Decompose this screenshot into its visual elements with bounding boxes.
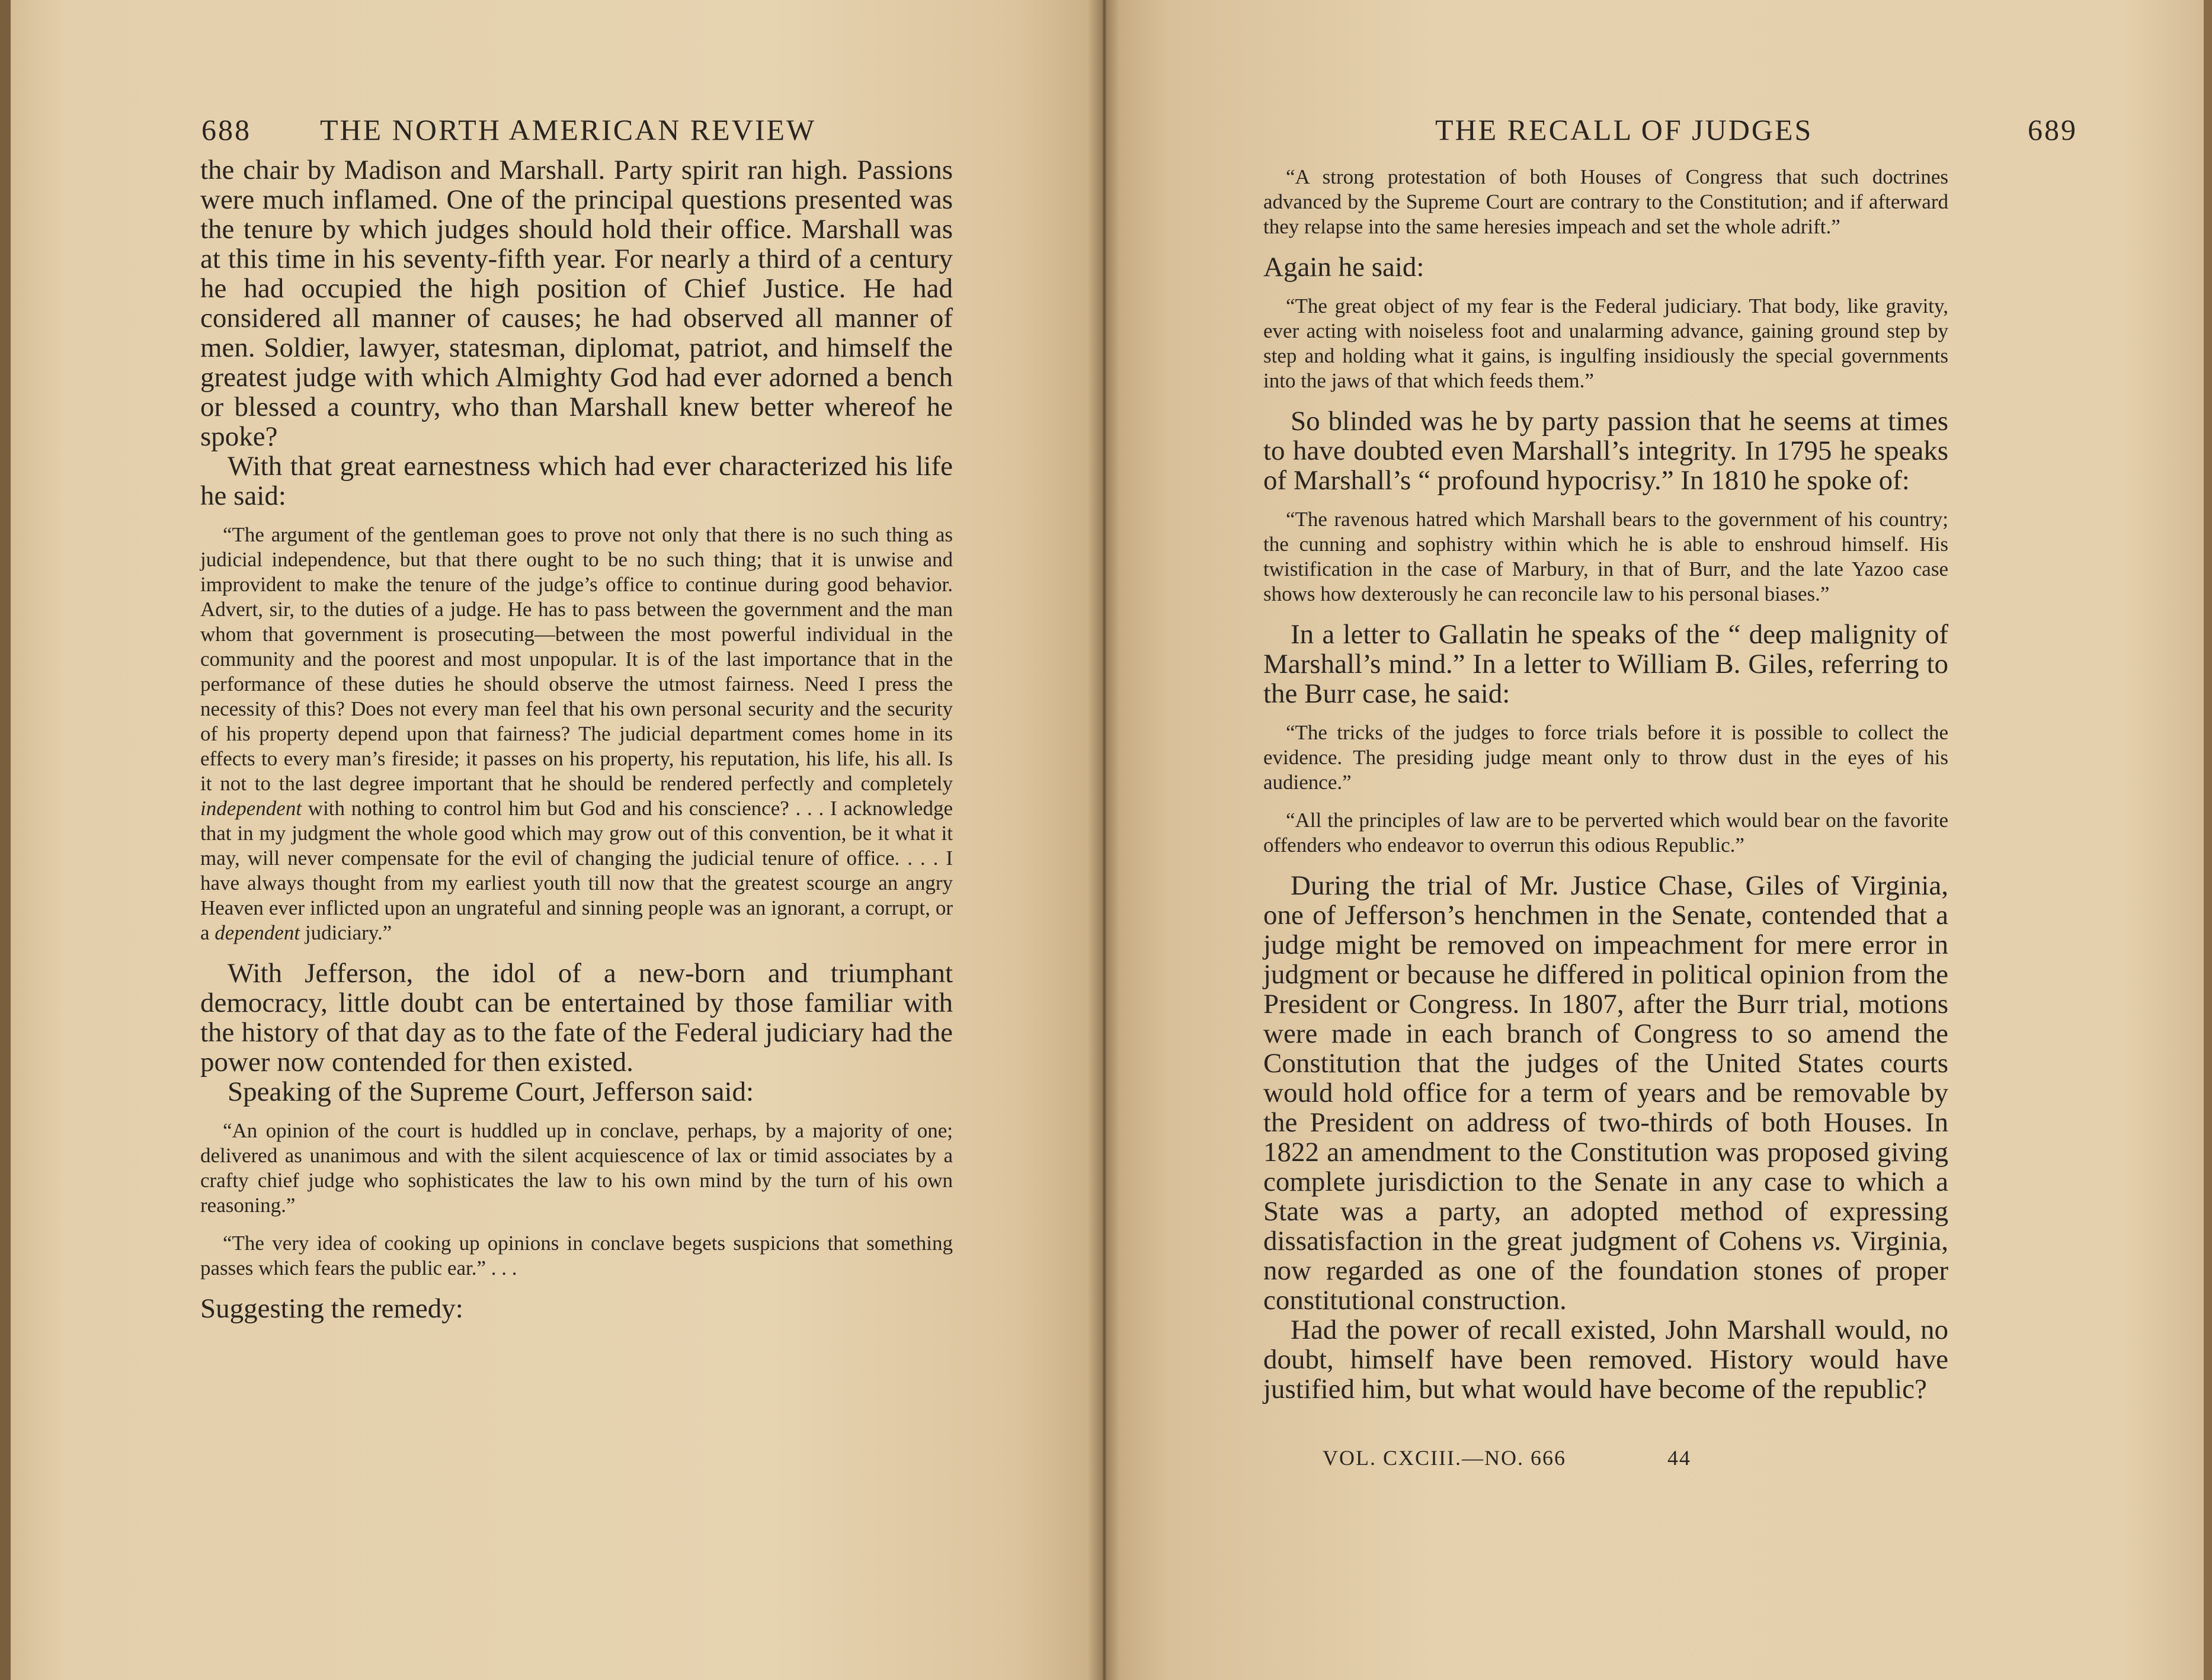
text-run: “The ravenous hatred which Marshall bears to the government of his country; the cunning and sophistry within which he is able to enshroud himself. His twistification in the case of Marbury, in that of Burr, and the late Yazoo case shows how dexterously he can reconcile law to his personal biases.” xyxy=(1263,508,1948,605)
text-run: “The tricks of the judges to force trials before it is possible to collect the evidence. The presiding judge meant only to throw dust in the eyes of his audience.” xyxy=(1263,721,1948,794)
block-quote xyxy=(200,522,953,945)
running-head: THE RECALL OF JUDGES xyxy=(1435,113,1813,146)
text-run: “The very idea of cooking up opinions in conclave begets suspicions that something passes which fears the public ear.” . . . xyxy=(200,1232,953,1280)
text-run: With that great earnestness which had ever characterized his life he said: xyxy=(200,451,953,511)
emphasis-text: dependent xyxy=(215,921,300,944)
emphasis-text: vs. xyxy=(1811,1226,1842,1256)
right-column xyxy=(1263,153,1948,1404)
page-number: 688 xyxy=(201,113,251,146)
block-quote xyxy=(1263,720,1948,795)
body-paragraph xyxy=(200,958,953,1077)
page-edge xyxy=(2204,0,2212,1680)
text-run: “All the principles of law are to be perverted which would bear on the favorite offenders who endeavor to overrun this odious Republic.” xyxy=(1263,809,1948,857)
text-run: “An opinion of the court is huddled up in conclave, perhaps, by a majority of one; delivered as unanimous and with the silent acquiescence of lax or timid associates by a crafty chief judge who sophisticates the law to his own mind by the turn of his own reasoning.” xyxy=(200,1119,953,1217)
text-run: Speaking of the Supreme Court, Jefferson said: xyxy=(228,1076,754,1107)
body-paragraph xyxy=(200,155,953,451)
text-run: “A strong protestation of both Houses of Congress that such doctrines advanced by the Supreme Court are contrary to the Constitution; and if afterward they relapse into the same heresies impeach and set the whole adrift.” xyxy=(1263,165,1948,238)
body-paragraph xyxy=(1263,252,1948,282)
block-quote xyxy=(200,1118,953,1218)
body-paragraph xyxy=(200,1077,953,1107)
emphasis-text: independent xyxy=(200,797,302,820)
text-run: judiciary.” xyxy=(300,921,392,944)
block-quote xyxy=(1263,808,1948,858)
book-gutter xyxy=(1087,0,1120,1680)
body-paragraph xyxy=(1263,620,1948,708)
block-quote xyxy=(200,1231,953,1281)
footer-volume: VOL. CXCIII.—NO. 666 xyxy=(1323,1446,1566,1470)
footer-signature: 44 xyxy=(1667,1446,1691,1470)
body-paragraph xyxy=(200,1294,953,1323)
running-head: THE NORTH AMERICAN REVIEW xyxy=(320,113,817,146)
text-run: Again he said: xyxy=(1263,252,1424,283)
text-run: Suggesting the remedy: xyxy=(200,1293,463,1324)
text-run: So blinded was he by party passion that he seems at times to have doubted even Marshall’s integrity. In 1795 he speaks of Marshall’s “ profound hypocrisy.” In 1810 he spoke of: xyxy=(1263,406,1948,496)
block-quote xyxy=(1263,507,1948,607)
body-paragraph xyxy=(1263,1315,1948,1404)
page-edge xyxy=(0,0,11,1680)
body-paragraph xyxy=(1263,406,1948,495)
text-run: During the trial of Mr. Justice Chase, Giles of Virginia, one of Jefferson’s henchmen in the Senate, contended that a judge might be removed on impeachment for mere error in judgment or because he differed in political opinion from the President or Congress. In 1807, after the Burr trial, motions were made in each branch of Congress to so amend the Constitution that the judges of the United States courts would hold office for a term of years and be removable by the President on address of two-thirds of both Houses. In 1822 an amendment to the Constitution was proposed giving complete jurisdiction to the Senate in any case to which a State was a party, an adopted method of expressing dissatisfaction in the great judgment of Cohens xyxy=(1263,870,1948,1256)
left-column xyxy=(200,155,953,1323)
body-paragraph xyxy=(200,451,953,511)
text-run: “The great object of my fear is the Federal judiciary. That body, like gravity, ever acting with noiseless foot and unalarming advance, gaining ground step by step and holding what it gains, is ingulfing insidiously the special governments into the jaws of that which feeds them.” xyxy=(1263,294,1948,392)
text-run: the chair by Madison and Marshall. Party spirit ran high. Passions were much inflamed. One of the principal questions presented was the tenure by which judges should hold their office. Marshall was at this time in his seventy-fifth year. For nearly a third of a century he had occupied the high position of Chief Justice. He had considered all manner of causes; he had observed all manner of men. Soldier, lawyer, statesman, diplomat, patriot, and himself the greatest judge with which Almighty God had ever adorned a bench or blessed a country, who than Marshall knew better whereof he spoke? xyxy=(200,155,953,452)
text-run: In a letter to Gallatin he speaks of the “ deep malignity of Marshall’s mind.” In a letter to William B. Giles, referring to the Burr case, he said: xyxy=(1263,619,1948,709)
page-footer xyxy=(1323,1445,1691,1470)
text-run: With Jefferson, the idol of a new-born and triumphant democracy, little doubt can be entertained by those familiar with the history of that day as to the fate of the Federal judiciary had the power now contended for then existed. xyxy=(200,958,953,1078)
text-run: Had the power of recall existed, John Marshall would, no doubt, himself have been removed. History would have justified him, but what would have become of the republic? xyxy=(1263,1314,1948,1405)
page-number: 689 xyxy=(2028,113,2077,146)
text-run: “The argument of the gentleman goes to prove not only that there is no such thing as judicial independence, but that there ought to be no such thing; that it is unwise and improvident to make the tenure of the judge’s office to continue during good behavior. Advert, sir, to the duties of a judge. He has to pass between the government and the man whom that government is prosecuting—between the most powerful individual in the community and the poorest and most unpopular. It is of the last importance that in the performance of these duties he should observe the utmost fairness. Need I press the necessity of this? Does not every man feel that his own personal security and the security of his property depend upon that fairness? The judicial department comes home in its effects to every man’s fireside; it passes on his property, his reputation, his life, his all. Is it not to the last degree important that he should be rendered perfectly and completely xyxy=(200,523,953,795)
text-run: Virginia, now regarded as one of the foundation stones of proper constitutional construction. xyxy=(1263,1226,1948,1316)
right-page xyxy=(1103,0,2212,1680)
text-run: with nothing to control him but God and his conscience? . . . I acknowledge that in my judgment the whole good which may grow out of this convention, be it what it may, will never compensate for the evil of changing the judicial tenure of office. . . . I have always thought from my earliest youth till now that the greatest scourge an angry Heaven ever inflicted upon an ungrateful and sinning people was an ignorant, a corrupt, or a xyxy=(200,797,953,944)
left-page xyxy=(0,0,1103,1680)
body-paragraph xyxy=(1263,871,1948,1315)
block-quote xyxy=(1263,294,1948,393)
block-quote xyxy=(1263,165,1948,239)
